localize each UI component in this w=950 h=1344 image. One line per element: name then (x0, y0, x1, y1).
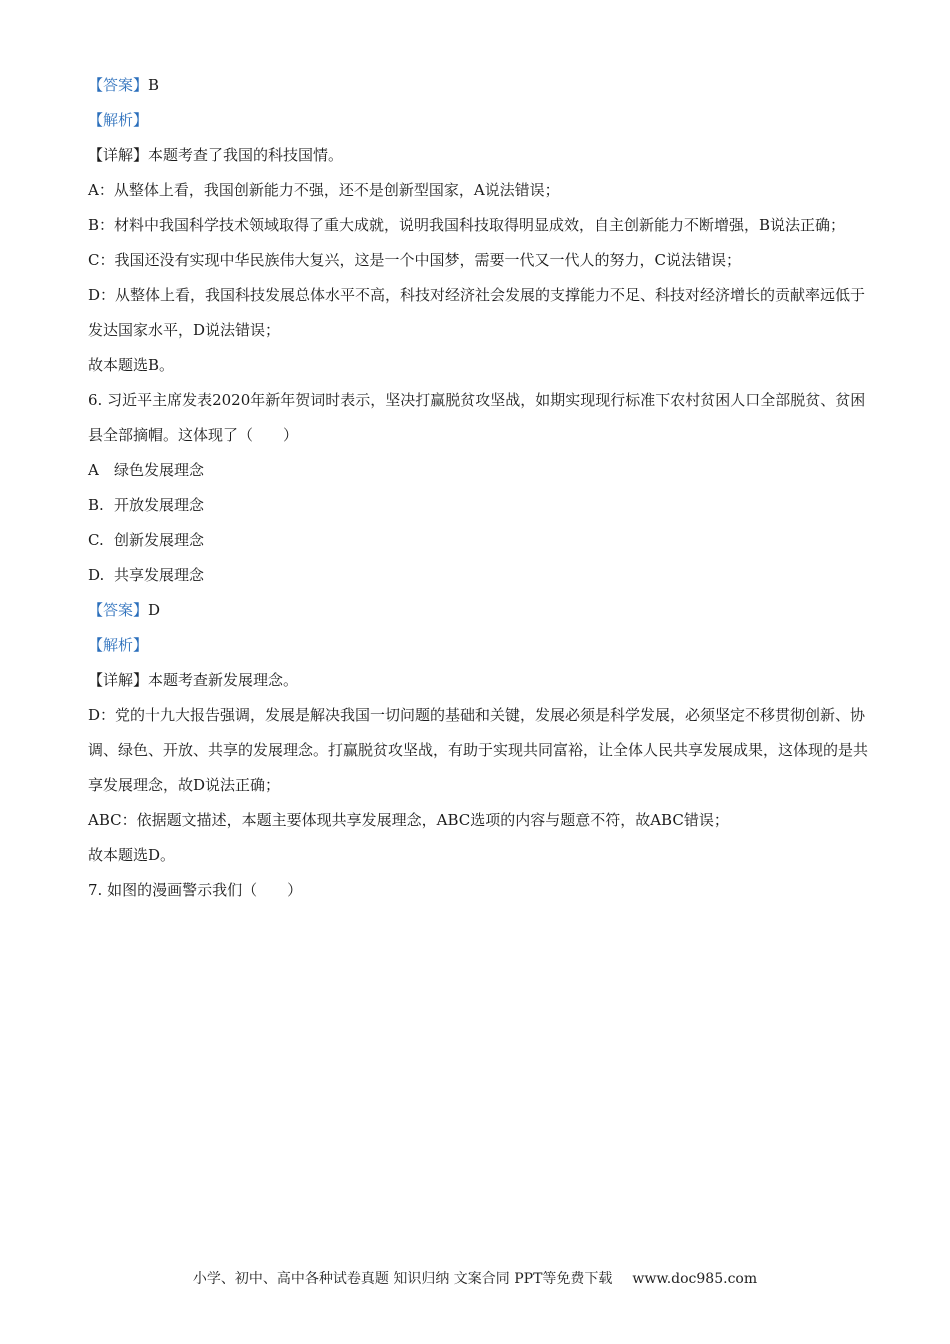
q5-detail-line (88, 138, 868, 173)
q5-analysis-line (88, 103, 868, 138)
footer-site: www.doc985.com (632, 1271, 758, 1287)
q6-analysis-tag: 【解析】 (88, 636, 149, 654)
q6-option-b-text: 开放发展理念 (114, 496, 205, 514)
q6-option-a-text: 绿色发展理念 (114, 461, 205, 479)
q5-line-c: C：我国还没有实现中华民族伟大复兴，这是一个中国梦，需要一代又一代人的努力，C说法错误； (88, 251, 741, 269)
q6-detail-tag: 【详解】 (88, 671, 149, 689)
page-footer (0, 1268, 950, 1288)
q5-answer-value: B (148, 76, 160, 94)
footer-text: 小学、初中、高中各种试卷真题 知识归纳 文案合同 PPT等免费下载 (192, 1271, 613, 1287)
q6-line-d: D：党的十九大报告强调，发展是解决我国一切问题的基础和关键，发展必须是科学发展，必须坚定不移贯彻创新、协调、绿色、开放、共享的发展理念。打赢脱贫攻坚战，有助于实现共同富裕，让全体人民共享发展成果，这体现的是共享发展理念，故D说法正确； (88, 706, 869, 794)
q6-option-c-letter: C. (88, 531, 104, 549)
q6-answer-value: D (148, 601, 161, 619)
q6-option-d-letter: D. (88, 566, 105, 584)
q6-option-c-text: 创新发展理念 (114, 531, 205, 549)
q5-line-b: B：材料中我国科学技术领域取得了重大成就，说明我国科技取得明显成效，自主创新能力不断增强，B说法正确； (88, 216, 846, 234)
q6-option-b-letter: B. (88, 496, 104, 514)
q6-analysis-line (88, 628, 868, 663)
q6-option-a (88, 453, 868, 488)
q6-conclusion: 故本题选D。 (88, 846, 176, 864)
q6-option-c (88, 523, 868, 558)
q6-option-d-text: 共享发展理念 (114, 566, 205, 584)
document-content (88, 68, 868, 908)
q6-detail-text: 本题考查新发展理念。 (148, 671, 299, 689)
q6-option-d (88, 558, 868, 593)
q6-answer-line (88, 593, 868, 628)
q6-option-a-letter: A (88, 461, 99, 479)
q6-line-abc: ABC：依据题文描述，本题主要体现共享发展理念，ABC选项的内容与题意不符，故ABC错误； (88, 811, 729, 829)
q6-answer-tag: 【答案】 (88, 601, 149, 619)
q5-line-a: A：从整体上看，我国创新能力不强，还不是创新型国家，A说法错误； (88, 181, 560, 199)
q5-line-d: D：从整体上看，我国科技发展总体水平不高，科技对经济社会发展的支撑能力不足、科技对经济增长的贡献率远低于发达国家水平，D说法错误； (88, 286, 866, 339)
q5-detail-text: 本题考查了我国的科技国情。 (148, 146, 344, 164)
q5-analysis-tag: 【解析】 (88, 111, 149, 129)
q6-option-b (88, 488, 868, 523)
q5-answer-tag: 【答案】 (88, 76, 149, 94)
q7-stem: 7. 如图的漫画警示我们（ ） (88, 881, 303, 899)
q5-answer-line (88, 68, 868, 103)
q5-conclusion: 故本题选B。 (88, 356, 175, 374)
q6-detail-line (88, 663, 868, 698)
q5-detail-tag: 【详解】 (88, 146, 149, 164)
q6-stem: 6. 习近平主席发表2020年新年贺词时表示，坚决打赢脱贫攻坚战，如期实现现行标准下农村贫困人口全部脱贫、贫困县全部摘帽。这体现了（ ） (88, 391, 866, 444)
